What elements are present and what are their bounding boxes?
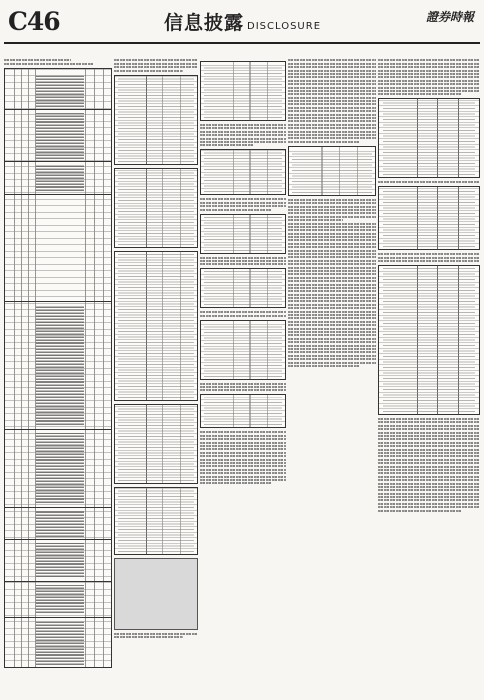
- text-line: [378, 90, 480, 92]
- column-3: [200, 58, 286, 678]
- text-line: [288, 199, 376, 201]
- text-line: [288, 324, 376, 326]
- text-line: [200, 469, 286, 471]
- text-line: [200, 438, 286, 440]
- text-line: [200, 431, 286, 433]
- text-line: [378, 59, 480, 61]
- text-line: [288, 311, 376, 313]
- text-line: [288, 239, 376, 241]
- text-line: [378, 181, 480, 183]
- text-line: [378, 76, 480, 78]
- text-line: [200, 482, 271, 484]
- financial-table-4: [114, 404, 198, 484]
- text-line: [200, 257, 286, 259]
- text-line: [288, 365, 360, 367]
- masthead: [4, 4, 480, 44]
- text-line: [288, 307, 376, 309]
- text-line: [288, 233, 376, 235]
- text-line: [288, 202, 376, 204]
- text-line: [200, 209, 271, 211]
- text-line: [200, 138, 286, 140]
- text-line: [378, 455, 480, 457]
- text-line: [288, 110, 376, 112]
- text-line: [288, 223, 376, 225]
- column-2: [114, 58, 198, 678]
- text-line: [378, 486, 480, 488]
- text-line: [200, 315, 286, 317]
- text-line: [288, 358, 376, 360]
- text-line: [288, 120, 376, 122]
- text-line: [288, 100, 376, 102]
- text-line: [378, 449, 480, 451]
- section-title: [164, 12, 321, 38]
- text-line: [288, 97, 376, 99]
- text-line: [288, 277, 376, 279]
- text-line: [288, 328, 376, 330]
- text-line: [288, 300, 376, 302]
- financial-table-6: [200, 61, 286, 121]
- text-line: [114, 636, 183, 638]
- text-line: [200, 131, 286, 133]
- text-line: [378, 432, 480, 434]
- text-line: [378, 476, 480, 478]
- text-line: [378, 418, 480, 420]
- text-line: [378, 459, 480, 461]
- text-line: [200, 455, 286, 457]
- text-line: [378, 421, 480, 423]
- text-line: [288, 236, 376, 238]
- text-line: [378, 83, 480, 85]
- text-line: [200, 202, 286, 204]
- text-line: [288, 260, 376, 262]
- shaded-table: [114, 558, 198, 630]
- text-line: [114, 70, 183, 72]
- text-line: [378, 257, 480, 259]
- text-line: [114, 66, 198, 68]
- text-line: [378, 93, 462, 95]
- text-line: [288, 124, 376, 126]
- text-line: [378, 87, 480, 89]
- text-line: [288, 338, 376, 340]
- text-line: [378, 462, 480, 464]
- text-line: [288, 229, 376, 231]
- text-line: [378, 445, 480, 447]
- text-line: [200, 479, 286, 481]
- text-line: [288, 355, 376, 357]
- text-line: [200, 124, 286, 126]
- text-line: [378, 503, 480, 505]
- text-line: [288, 334, 376, 336]
- text-line: [200, 386, 286, 388]
- text-line: [288, 66, 376, 68]
- text-line: [200, 260, 286, 262]
- text-line: [288, 348, 376, 350]
- text-line: [200, 445, 286, 447]
- column-4: [288, 58, 376, 678]
- text-line: [288, 206, 376, 208]
- text-line: [378, 442, 480, 444]
- text-line: [288, 134, 376, 136]
- text-line: [378, 479, 480, 481]
- text-line: [288, 127, 376, 129]
- text-line: [378, 70, 480, 72]
- text-line: [288, 331, 376, 333]
- text-line: [288, 107, 376, 109]
- text-line: [288, 321, 376, 323]
- text-line: [378, 452, 480, 454]
- text-line: [200, 383, 286, 385]
- text-line: [378, 493, 480, 495]
- text-line: [288, 63, 376, 65]
- section-title-cn: 信息披露: [164, 12, 245, 34]
- text-line: [288, 117, 376, 119]
- financial-table-1: [114, 75, 198, 165]
- text-line: [114, 633, 198, 635]
- text-line: [378, 510, 462, 512]
- text-line: [378, 483, 480, 485]
- text-line: [288, 131, 376, 133]
- text-line: [288, 256, 376, 258]
- text-line: [288, 219, 343, 221]
- text-line: [288, 137, 376, 139]
- financial-table-10: [200, 320, 286, 380]
- text-line: [288, 297, 376, 299]
- text-line: [378, 425, 480, 427]
- text-line: [200, 389, 286, 391]
- text-line: [288, 141, 360, 143]
- text-line: [288, 93, 376, 95]
- text-line: [200, 134, 286, 136]
- text-line: [288, 253, 376, 255]
- text-line: [200, 141, 286, 143]
- section-title-en: DISCLOSURE: [247, 21, 322, 32]
- text-line: [378, 469, 480, 471]
- text-line: [200, 198, 286, 200]
- text-line: [200, 442, 286, 444]
- text-line: [378, 253, 480, 255]
- text-line: [288, 59, 376, 61]
- text-line: [288, 250, 376, 252]
- text-line: [288, 73, 376, 75]
- financial-table-5: [114, 487, 198, 555]
- text-line: [378, 63, 480, 65]
- text-line: [288, 317, 376, 319]
- text-line: [114, 59, 198, 61]
- text-line: [288, 76, 376, 78]
- column-5: [378, 58, 480, 678]
- text-line: [200, 462, 286, 464]
- text-line: [200, 263, 286, 265]
- newspaper-logo: 證券時報: [425, 10, 474, 24]
- text-line: [200, 127, 286, 129]
- text-line: [4, 63, 93, 65]
- company-info-table: [378, 265, 480, 415]
- page-number: C46: [8, 7, 60, 36]
- shareholders-table-1: [378, 98, 480, 178]
- text-line: [288, 345, 376, 347]
- text-line: [200, 311, 286, 313]
- text-line: [114, 63, 198, 65]
- text-line: [288, 83, 376, 85]
- text-line: [288, 304, 376, 306]
- text-line: [288, 70, 376, 72]
- financial-table-3: [114, 251, 198, 401]
- text-line: [288, 294, 376, 296]
- holdings-table: [4, 68, 112, 668]
- text-line: [378, 438, 480, 440]
- text-line: [378, 66, 480, 68]
- text-line: [378, 496, 480, 498]
- text-line: [288, 90, 376, 92]
- text-line: [288, 216, 376, 218]
- text-line: [288, 287, 376, 289]
- text-line: [378, 435, 480, 437]
- text-line: [378, 499, 480, 501]
- text-line: [378, 489, 480, 491]
- financial-table-12: [288, 146, 376, 196]
- text-line: [288, 226, 376, 228]
- text-line: [200, 452, 286, 454]
- financial-table-8: [200, 214, 286, 254]
- financial-table-7: [200, 149, 286, 195]
- text-line: [288, 270, 376, 272]
- text-line: [200, 459, 286, 461]
- text-line: [288, 290, 376, 292]
- text-line: [288, 314, 376, 316]
- text-line: [288, 246, 376, 248]
- text-line: [288, 209, 376, 211]
- text-line: [288, 284, 376, 286]
- text-line: [200, 448, 286, 450]
- text-line: [288, 243, 376, 245]
- text-line: [4, 59, 71, 61]
- text-line: [288, 87, 376, 89]
- text-line: [288, 103, 376, 105]
- text-line: [288, 212, 376, 214]
- text-line: [378, 80, 480, 82]
- text-line: [378, 472, 480, 474]
- text-line: [378, 260, 480, 262]
- text-line: [288, 80, 376, 82]
- text-line: [200, 476, 286, 478]
- shareholders-table-2: [378, 186, 480, 250]
- text-line: [288, 267, 376, 269]
- text-line: [200, 205, 286, 207]
- financial-table-2: [114, 168, 198, 248]
- column-1: [4, 58, 112, 692]
- text-line: [288, 280, 376, 282]
- text-line: [378, 428, 480, 430]
- text-line: [288, 114, 376, 116]
- text-line: [288, 351, 376, 353]
- text-line: [288, 263, 376, 265]
- text-line: [200, 465, 286, 467]
- text-line: [288, 341, 376, 343]
- financial-table-9: [200, 268, 286, 308]
- text-line: [378, 466, 480, 468]
- text-line: [200, 472, 286, 474]
- text-line: [378, 506, 480, 508]
- text-line: [378, 73, 480, 75]
- text-line: [288, 273, 376, 275]
- financial-table-11: [200, 394, 286, 428]
- text-line: [288, 362, 376, 364]
- text-line: [200, 144, 253, 146]
- text-line: [200, 435, 286, 437]
